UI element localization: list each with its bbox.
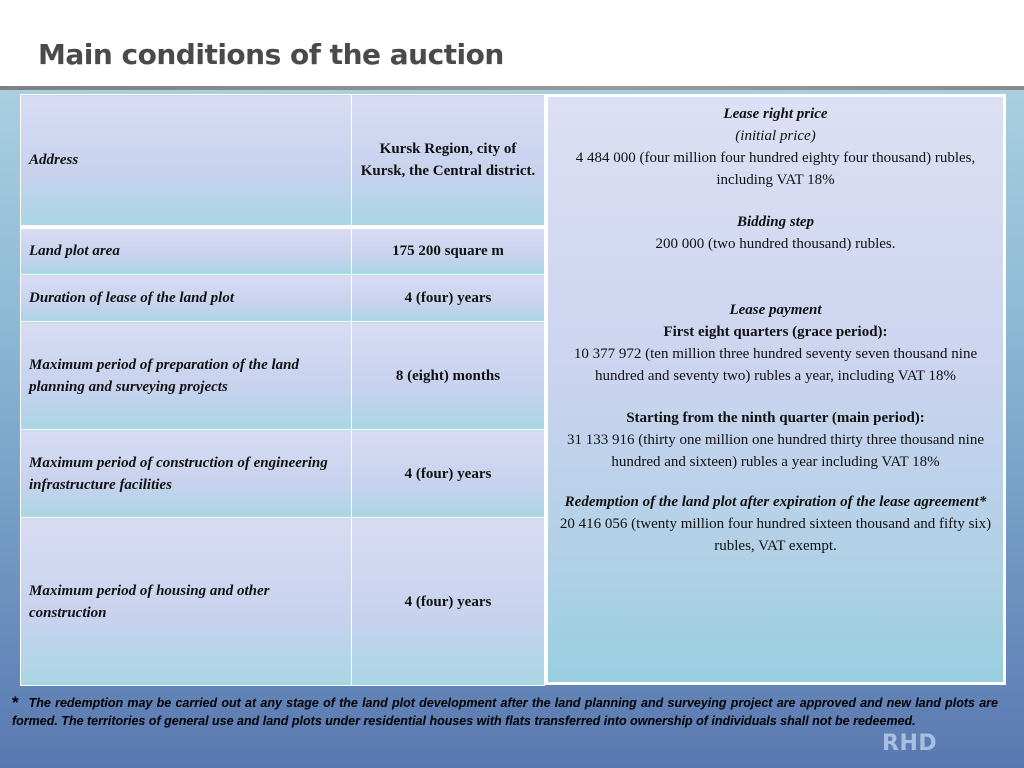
row-value-area: 175 200 square m: [352, 227, 545, 275]
table-row: [21, 227, 545, 275]
table-row: [21, 275, 545, 322]
table-row: [21, 95, 545, 227]
row-label-infrastructure-period: Maximum period of construction of engineering infrastructure facilities: [21, 430, 352, 518]
conditions-table: [20, 94, 545, 686]
redemption-heading: Redemption of the land plot after expiration of the lease agreement*: [564, 494, 987, 510]
table-row: [21, 518, 545, 686]
lease-price-subheading: (initial price): [735, 128, 816, 144]
row-label-area: Land plot area: [21, 227, 352, 275]
main-period-heading: Starting from the ninth quarter (main period):: [626, 410, 925, 426]
row-value-lease-duration: 4 (four) years: [352, 275, 545, 322]
lease-payment-heading: Lease payment: [729, 302, 822, 318]
page-title: Main conditions of the auction: [38, 38, 504, 71]
redemption-value: 20 416 056 (twenty million four hundred sixteen thousand and fifty six) rubles, VAT exempt.: [559, 516, 992, 554]
bidding-step-value: 200 000 (two hundred thousand) rubles.: [655, 236, 896, 252]
footnote-asterisk: *: [12, 693, 19, 712]
row-label-address: Address: [21, 95, 352, 227]
row-value-housing-period: 4 (four) years: [352, 518, 545, 686]
lease-price-value: 4 484 000 (four million four hundred eighty four thousand) rubles, including VAT 18%: [575, 150, 976, 188]
footnote: [12, 694, 998, 730]
grace-period-heading: First eight quarters (grace period):: [663, 324, 888, 340]
title-divider: [0, 86, 1024, 90]
row-value-planning-period: 8 (eight) months: [352, 322, 545, 430]
row-label-planning-period: Maximum period of preparation of the land planning and surveying projects: [21, 322, 352, 430]
row-label-housing-period: Maximum period of housing and other construction: [21, 518, 352, 686]
table-row: [21, 322, 545, 430]
lease-price-heading: Lease right price: [723, 106, 828, 122]
main-period-value: 31 133 916 (thirty one million one hundred thirty three thousand nine hundred and sixteen) rubles a year including VAT 18%: [566, 432, 984, 470]
price-conditions-panel: [545, 94, 1006, 685]
table-row: [21, 430, 545, 518]
row-value-infrastructure-period: 4 (four) years: [352, 430, 545, 518]
row-value-address: Kursk Region, city of Kursk, the Central district.: [352, 95, 545, 227]
bidding-step-heading: Bidding step: [736, 214, 815, 230]
rhd-logo: RHD: [882, 731, 938, 756]
grace-period-value: 10 377 972 (ten million three hundred seventy seven thousand nine hundred and seventy two) rubles a year, including VAT 18%: [573, 346, 978, 384]
row-label-lease-duration: Duration of lease of the land plot: [21, 275, 352, 322]
footnote-text: The redemption may be carried out at any stage of the land plot development after the land planning and surveying project are approved and new land plots are formed. The territories of general use and land plots under residential houses with flats transferred into ownership of individuals shall not be redeemed.: [12, 696, 998, 728]
